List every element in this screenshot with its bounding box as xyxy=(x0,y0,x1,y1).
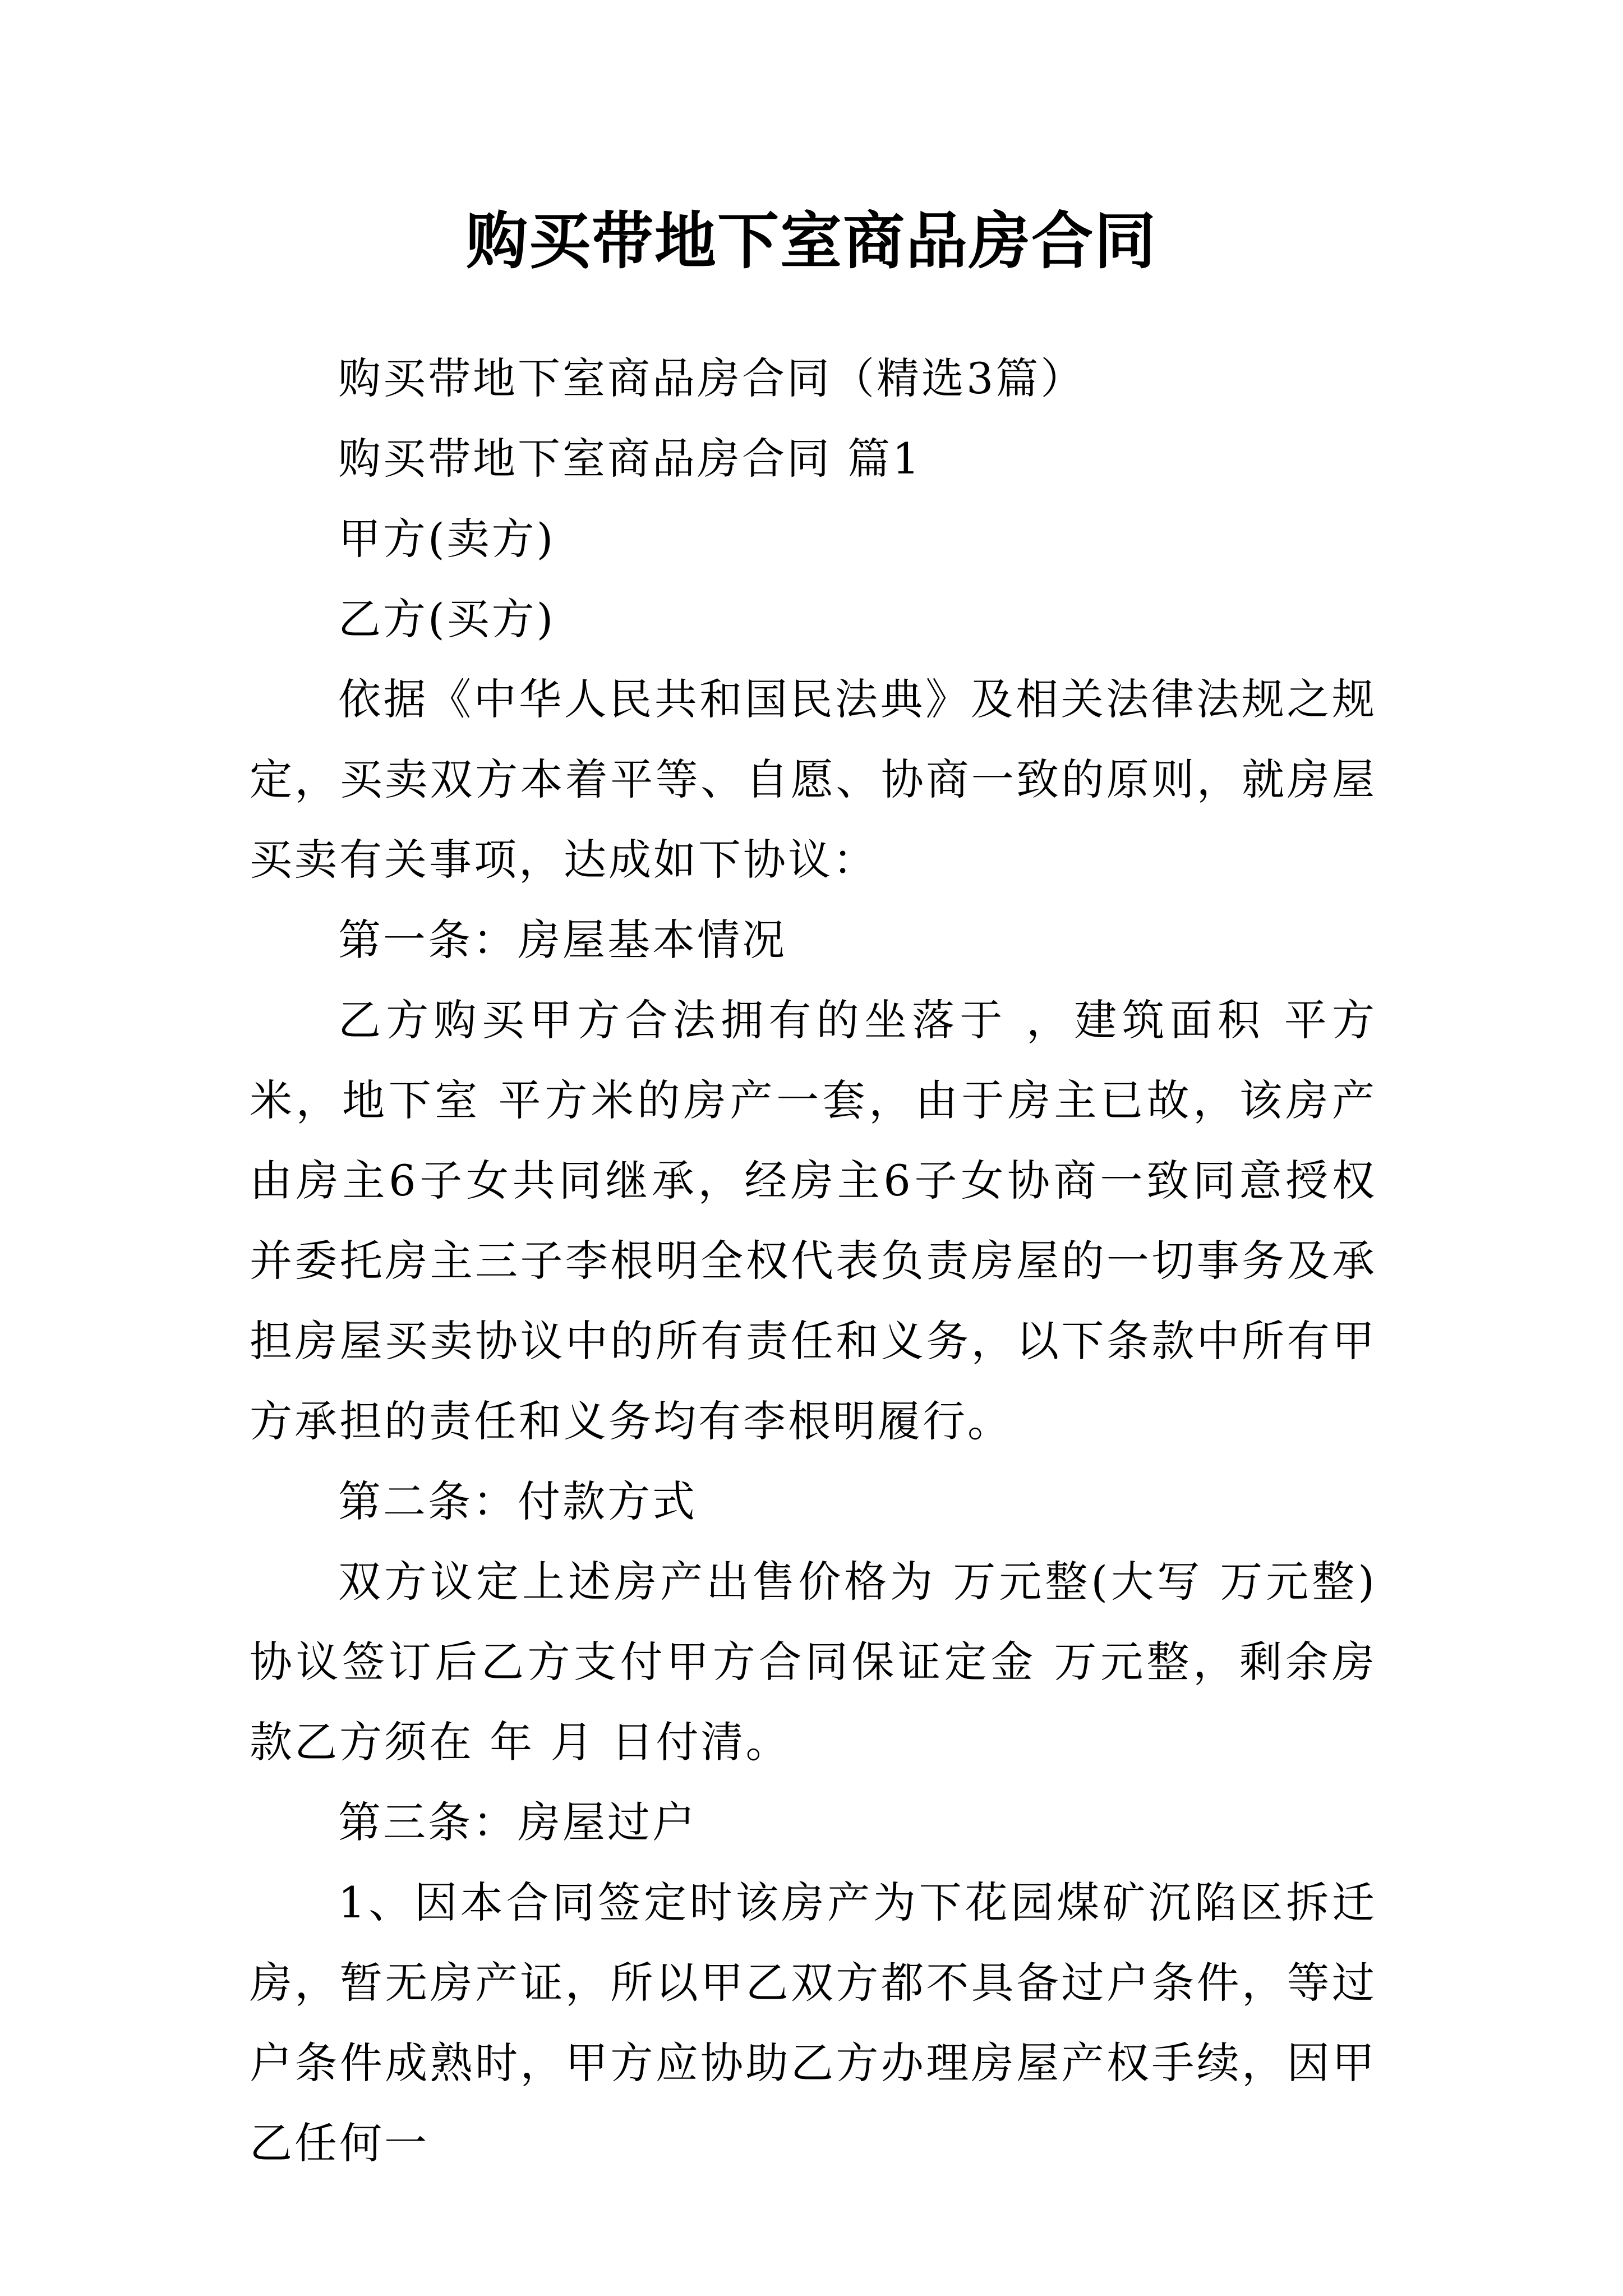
paragraph-article-2-body: 双方议定上述房产出售价格为 万元整(大写 万元整)协议签订后乙方支付甲方合同保证定金 万元整，剩余房款乙方须在 年 月 日付清。 xyxy=(250,1557,1377,1767)
paragraph-preamble: 依据《中华人民共和国民法典》及相关法律法规之规定，买卖双方本着平等、自愿、协商一致的原则，就房屋买卖有关事项，达成如下协议： xyxy=(250,674,1377,885)
paragraph-article-3-item-1: 1、因本合同签定时该房产为下花园煤矿沉陷区拆迁房，暂无房产证，所以甲乙双方都不具备过户条件，等过户条件成熟时，甲方应协助乙方办理房屋产权手续，因甲乙任何一 xyxy=(250,1878,1377,2168)
document-title: 购买带地下室商品房合同 xyxy=(466,205,1157,277)
paragraph-article-2-heading: 第二条：付款方式 xyxy=(338,1476,697,1526)
paragraph-party-a: 甲方(卖方) xyxy=(338,514,556,564)
paragraph-collection-title: 购买带地下室商品房合同（精选3篇） xyxy=(338,353,1086,403)
paragraph-article-3-heading: 第三条：房屋过户 xyxy=(338,1797,697,1847)
paragraph-party-b: 乙方(买方) xyxy=(338,594,556,644)
paragraph-article-1-heading: 第一条：房屋基本情况 xyxy=(338,915,787,965)
paragraph-section-heading: 购买带地下室商品房合同 篇1 xyxy=(338,434,922,484)
paragraph-article-1-body: 乙方购买甲方合法拥有的坐落于 ，建筑面积 平方米，地下室 平方米的房产一套，由于房主已故，该房产由房主6子女共同继承，经房主6子女协商一致同意授权并委托房主三子李根明全权代表负责房屋的一切事务及承担房屋买卖协议中的所有责任和义务，以下条款中所有甲方承担的责任和义务均有李根明履行。 xyxy=(250,995,1377,1446)
document-body xyxy=(250,338,1377,2183)
